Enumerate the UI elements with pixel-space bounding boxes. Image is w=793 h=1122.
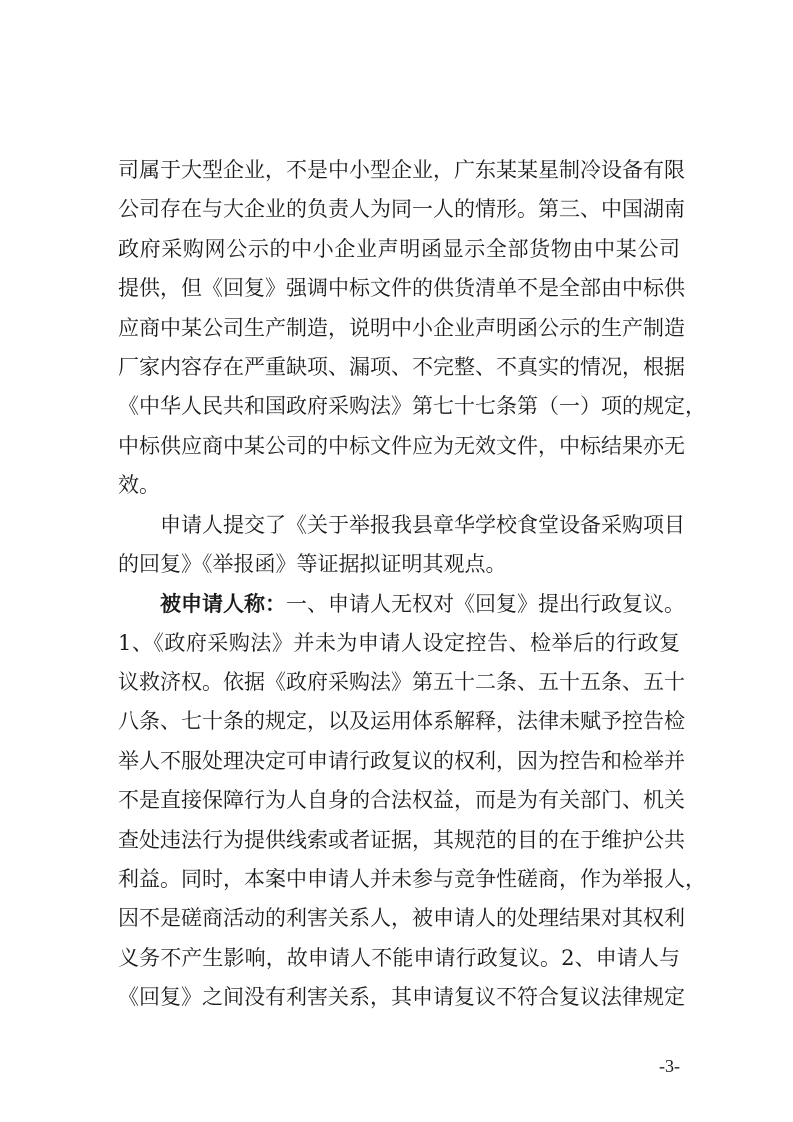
text-line: 《回复》之间没有利害关系，其申请复议不符合复议法律规定 bbox=[118, 985, 685, 1010]
text-line: 《中华人民共和国政府采购法》第七十七条第（一）项的规定， bbox=[118, 394, 706, 419]
respondent-paragraph-first-line bbox=[118, 584, 685, 623]
text-line: 的回复》《举报函》等证据拟证明其观点。 bbox=[118, 551, 507, 576]
text-line: 不是直接保障行为人自身的合法权益，而是为有关部门、机关 bbox=[118, 788, 685, 813]
text-line: 政府采购网公示的中小企业声明函显示全部货物由中某公司 bbox=[118, 236, 680, 261]
body-text bbox=[118, 151, 706, 1018]
text-line: 司属于大型企业，不是中小型企业，广东某某星制冷设备有限 bbox=[118, 158, 685, 182]
respondent-label: 被申请人称： bbox=[160, 591, 286, 617]
text-line: 利益。同时，本案中申请人并未参与竞争性磋商，作为举报人， bbox=[118, 867, 706, 892]
text-line: 公司存在与大企业的负责人为同一人的情形。第三、中国湖南 bbox=[118, 197, 685, 222]
text-line: 因不是磋商活动的利害关系人，被申请人的处理结果对其权利 bbox=[118, 906, 685, 931]
text-line: 厂家内容存在严重缺项、漏项、不完整、不真实的情况，根据 bbox=[118, 354, 685, 379]
text-line: 查处违法行为提供线索或者证据，其规范的目的在于维护公共 bbox=[118, 827, 685, 852]
text-line: 1、《政府采购法》并未为申请人设定控告、检举后的行政复 bbox=[118, 630, 680, 655]
text-line: 义务不产生影响，故申请人不能申请行政复议。2、申请人与 bbox=[118, 945, 680, 970]
text-span: 一、申请人无权对《回复》提出行政复议。 bbox=[286, 592, 685, 617]
text-line: 提供，但《回复》强调中标文件的供货清单不是全部由中标供 bbox=[118, 276, 685, 301]
text-line: 举人不服处理决定可申请行政复议的权利，因为控告和检举并 bbox=[118, 748, 685, 773]
text-line: 议救济权。依据《政府采购法》第五十二条、五十五条、五十 bbox=[118, 670, 685, 695]
text-line: 中标供应商中某公司的中标文件应为无效文件，中标结果亦无 bbox=[118, 433, 685, 458]
text-line: 效。 bbox=[118, 473, 160, 498]
page-number: -3- bbox=[659, 1056, 680, 1076]
text-line: 应商中某公司生产制造，说明中小企业声明函公示的生产制造 bbox=[118, 315, 685, 340]
text-line: 申请人提交了《关于举报我县章华学校食堂设备采购项目 bbox=[118, 512, 685, 537]
text-line: 八条、七十条的规定，以及运用体系解释，法律未赋予控告检 bbox=[118, 709, 685, 734]
